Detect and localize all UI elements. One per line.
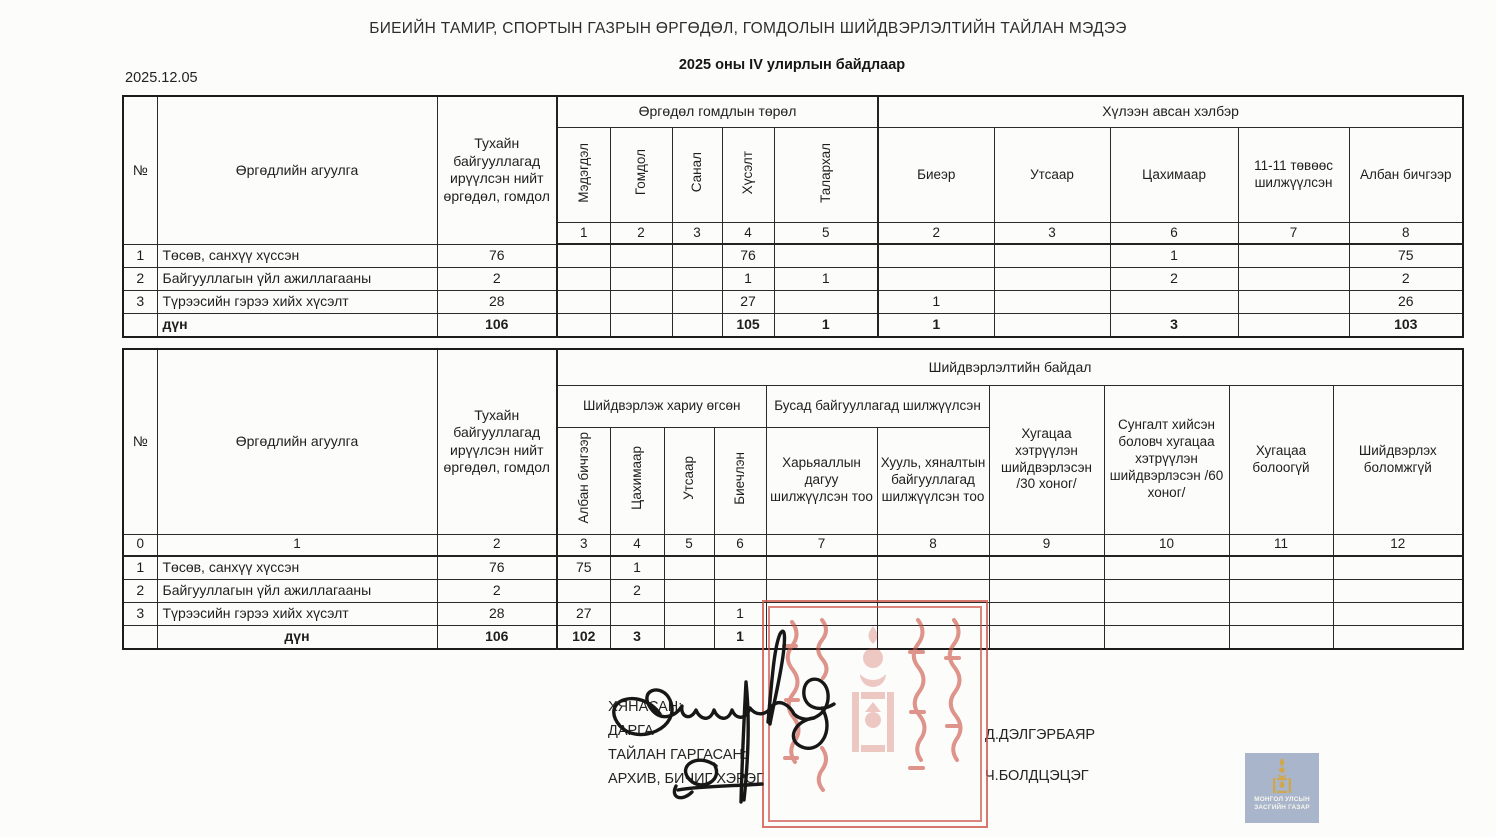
table-cell: 75 bbox=[1349, 244, 1463, 268]
col-number: 3 bbox=[672, 223, 722, 245]
column-number-row bbox=[123, 534, 1463, 556]
prepared-label: ТАЙЛАН ГАРГАСАН: bbox=[608, 747, 747, 763]
col-header-alban-bichgeer: Албан бичгээр bbox=[1349, 128, 1463, 223]
col-header-overdue-30: Хугацаа хэтрүүлэн шийдвэрлэсэн /30 хоног/ bbox=[989, 385, 1104, 534]
table-cell bbox=[1110, 291, 1238, 314]
table-cell: 1 bbox=[123, 556, 157, 580]
col-number: 0 bbox=[123, 534, 157, 556]
col-header-no: № bbox=[123, 96, 157, 244]
table-cell bbox=[1104, 579, 1229, 602]
table-cell bbox=[1333, 579, 1463, 602]
col-header-11-11: 11-11 төвөөс шилжүүлсэн bbox=[1238, 128, 1349, 223]
col-header-not-due: Хугацаа болоогүй bbox=[1229, 385, 1333, 534]
table-cell: Төсөв, санхүү хүссэн bbox=[157, 244, 437, 268]
reviewer-name: Д.ДЭЛГЭРБАЯР bbox=[985, 727, 1096, 743]
col-number: 7 bbox=[1238, 223, 1349, 245]
table-cell bbox=[664, 556, 714, 580]
table-cell: 103 bbox=[1349, 314, 1463, 338]
table-cell bbox=[557, 291, 610, 314]
logo-caption bbox=[1254, 796, 1310, 811]
report-date: 2025.12.05 bbox=[125, 70, 198, 86]
group-header-transferred: Бусад байгууллагад шилжүүлсэн bbox=[766, 385, 989, 427]
table-cell bbox=[994, 244, 1110, 268]
table-cell: 1 bbox=[610, 556, 664, 580]
table-cell: 27 bbox=[722, 291, 774, 314]
stamp-soyombo-icon bbox=[852, 626, 894, 752]
table-cell bbox=[672, 244, 722, 268]
table-cell: 26 bbox=[1349, 291, 1463, 314]
stamp-inner-border bbox=[768, 606, 982, 822]
vertical-label: Гомдол bbox=[633, 149, 649, 196]
table-cell: 3 bbox=[1110, 314, 1238, 338]
col-number: 6 bbox=[1110, 223, 1238, 245]
table-cell bbox=[994, 314, 1110, 338]
vertical-label: Цахимаар bbox=[629, 446, 645, 510]
logo-caption-line2: ЗАСГИЙН ГАЗАР bbox=[1254, 803, 1310, 811]
government-logo bbox=[1245, 753, 1319, 823]
col-header-total: Тухайн байгууллагад ирүүлсэн нийт өргөдөл, гомдол bbox=[437, 349, 557, 534]
col-header-biechlen bbox=[714, 427, 766, 534]
table-cell: 1 bbox=[722, 268, 774, 291]
table-cell: 3 bbox=[610, 625, 664, 649]
table-cell bbox=[1229, 602, 1333, 625]
table-cell: 28 bbox=[437, 291, 557, 314]
table-cell bbox=[1333, 556, 1463, 580]
table-row bbox=[123, 244, 1463, 268]
vertical-label: Албан бичгээр bbox=[576, 432, 591, 524]
table-cell: 1 bbox=[714, 602, 766, 625]
col-number: 3 bbox=[557, 534, 610, 556]
table-cell bbox=[989, 579, 1104, 602]
col-header-talarkhal bbox=[774, 128, 878, 223]
table-cell bbox=[1333, 602, 1463, 625]
table-cell: 3 bbox=[123, 291, 157, 314]
table-cell bbox=[989, 602, 1104, 625]
col-header-utsaar bbox=[664, 427, 714, 534]
table-cell bbox=[766, 556, 877, 580]
table-cell bbox=[123, 314, 157, 338]
table-cell bbox=[994, 291, 1110, 314]
total-row bbox=[123, 314, 1463, 338]
col-header-sanal bbox=[672, 128, 722, 223]
table-cell bbox=[610, 244, 672, 268]
table-cell bbox=[1104, 556, 1229, 580]
col-number: 5 bbox=[664, 534, 714, 556]
col-header-legal-transfer: Хууль, хяналтын байгууллагад шилжүүлсэн тоо bbox=[877, 427, 989, 534]
page-title: БИЕИЙН ТАМИР, СПОРТЫН ГАЗРЫН ӨРГӨДӨЛ, ГОМДОЛЫН ШИЙДВЭРЛЭЛТИЙН ТАЙЛАН МЭДЭЭ bbox=[369, 20, 1127, 37]
table-cell: 2 bbox=[1349, 268, 1463, 291]
col-header-jurisdiction-transfer: Харьяаллын дагуу шилжүүлсэн тоо bbox=[766, 427, 877, 534]
table-cell bbox=[1238, 291, 1349, 314]
table-cell bbox=[766, 579, 877, 602]
table-cell bbox=[989, 556, 1104, 580]
table-cell bbox=[714, 579, 766, 602]
col-header-total: Тухайн байгууллагад ирүүлсэн нийт өргөдөл, гомдол bbox=[437, 96, 557, 244]
table-cell: 2 bbox=[123, 268, 157, 291]
col-header-khuselt bbox=[722, 128, 774, 223]
col-number: 5 bbox=[774, 223, 878, 245]
table-cell: 2 bbox=[437, 268, 557, 291]
table-cell: 76 bbox=[437, 244, 557, 268]
table-cell bbox=[877, 556, 989, 580]
col-number: 4 bbox=[610, 534, 664, 556]
group-header-forms: Хүлээн авсан хэлбэр bbox=[878, 96, 1463, 128]
soyombo-icon bbox=[1269, 757, 1295, 795]
table-cell bbox=[610, 268, 672, 291]
vertical-label: Биечлэн bbox=[732, 451, 748, 505]
table-cell: 76 bbox=[722, 244, 774, 268]
table-cell: 75 bbox=[557, 556, 610, 580]
table-cell bbox=[672, 291, 722, 314]
col-number: 1 bbox=[157, 534, 437, 556]
group-header-answered: Шийдвэрлэж хариу өгсөн bbox=[557, 385, 766, 427]
table-cell bbox=[878, 268, 994, 291]
table-cell bbox=[714, 556, 766, 580]
col-number: 1 bbox=[557, 223, 610, 245]
col-number: 2 bbox=[610, 223, 672, 245]
table-cell: 1 bbox=[1110, 244, 1238, 268]
table-row bbox=[123, 291, 1463, 314]
table-cell bbox=[610, 602, 664, 625]
reviewer-title: ДАРГА bbox=[608, 723, 654, 739]
table-cell bbox=[1104, 602, 1229, 625]
col-header-utsaar: Утсаар bbox=[994, 128, 1110, 223]
table-cell: дүн bbox=[157, 625, 437, 649]
col-header-tsakhimaar: Цахимаар bbox=[1110, 128, 1238, 223]
col-number: 4 bbox=[722, 223, 774, 245]
table-cell bbox=[1229, 579, 1333, 602]
col-header-no: № bbox=[123, 349, 157, 534]
vertical-label: Талархал bbox=[818, 142, 833, 203]
col-number: 11 bbox=[1229, 534, 1333, 556]
table-cell bbox=[664, 625, 714, 649]
page-subtitle: 2025 оны IV улирлын байдлаар bbox=[678, 57, 906, 73]
official-stamp-seal bbox=[762, 600, 988, 828]
table-cell bbox=[989, 625, 1104, 649]
table-cell: 1 bbox=[714, 625, 766, 649]
vertical-label: Хүсэлт bbox=[740, 150, 756, 195]
col-header-medegdel bbox=[557, 128, 610, 223]
col-header-content: Өргөдлийн агуулга bbox=[157, 96, 437, 244]
col-number: 10 bbox=[1104, 534, 1229, 556]
table-cell: 76 bbox=[437, 556, 557, 580]
col-header-bieer: Биеэр bbox=[878, 128, 994, 223]
table-cell bbox=[672, 268, 722, 291]
table-cell: 2 bbox=[1110, 268, 1238, 291]
table-cell: 1 bbox=[774, 268, 878, 291]
table-cell bbox=[557, 579, 610, 602]
table-cell: 1 bbox=[878, 314, 994, 338]
col-number: 6 bbox=[714, 534, 766, 556]
table-cell bbox=[774, 244, 878, 268]
preparer-name: Ч.БОЛДЦЭЦЭГ bbox=[985, 768, 1089, 784]
col-number: 3 bbox=[994, 223, 1110, 245]
table-cell bbox=[1238, 314, 1349, 338]
table-cell bbox=[123, 625, 157, 649]
table-cell bbox=[994, 268, 1110, 291]
table-cell bbox=[672, 314, 722, 338]
table-cell: 3 bbox=[123, 602, 157, 625]
table-cell: 2 bbox=[437, 579, 557, 602]
table-cell bbox=[1229, 556, 1333, 580]
col-header-tsakhimaar bbox=[610, 427, 664, 534]
table-cell: Байгууллагын үйл ажиллагааны bbox=[157, 579, 437, 602]
table-cell bbox=[878, 244, 994, 268]
complaint-types-table bbox=[122, 95, 1464, 338]
col-number: 9 bbox=[989, 534, 1104, 556]
table-cell: Байгууллагын үйл ажиллагааны bbox=[157, 268, 437, 291]
table-cell: 102 bbox=[557, 625, 610, 649]
table-cell: 2 bbox=[123, 579, 157, 602]
col-header-alban-bichgeer bbox=[557, 427, 610, 534]
stamp-script-art bbox=[770, 608, 980, 818]
table-cell: 1 bbox=[123, 244, 157, 268]
col-number: 2 bbox=[878, 223, 994, 245]
col-number: 8 bbox=[1349, 223, 1463, 245]
table-row bbox=[123, 268, 1463, 291]
col-header-gomdol bbox=[610, 128, 672, 223]
table-cell bbox=[610, 314, 672, 338]
table-cell: 105 bbox=[722, 314, 774, 338]
col-header-content: Өргөдлийн агуулга bbox=[157, 349, 437, 534]
table-cell: Түрээсийн гэрээ хийх хүсэлт bbox=[157, 602, 437, 625]
table-cell bbox=[610, 291, 672, 314]
table-cell: 1 bbox=[774, 314, 878, 338]
table-cell bbox=[557, 268, 610, 291]
table-row bbox=[123, 556, 1463, 580]
reviewed-label: ХЯНАСАН: bbox=[608, 699, 683, 715]
col-number: 8 bbox=[877, 534, 989, 556]
col-number: 2 bbox=[437, 534, 557, 556]
table-cell bbox=[1229, 625, 1333, 649]
table-cell bbox=[1238, 244, 1349, 268]
vertical-label: Санал bbox=[689, 152, 705, 193]
table-cell: Төсөв, санхүү хүссэн bbox=[157, 556, 437, 580]
table-cell: 2 bbox=[610, 579, 664, 602]
vertical-label: Утсаар bbox=[681, 456, 697, 500]
table-cell bbox=[557, 314, 610, 338]
table-cell: 27 bbox=[557, 602, 610, 625]
table-cell: Түрээсийн гэрээ хийх хүсэлт bbox=[157, 291, 437, 314]
group-header-types: Өргөдөл гомдлын төрөл bbox=[557, 96, 878, 128]
logo-caption-line1: МОНГОЛ УЛСЫН bbox=[1254, 796, 1310, 803]
col-number: 12 bbox=[1333, 534, 1463, 556]
table-cell bbox=[664, 579, 714, 602]
table-cell: дүн bbox=[157, 314, 437, 338]
table-cell bbox=[1333, 625, 1463, 649]
table-cell bbox=[774, 291, 878, 314]
table-cell bbox=[1104, 625, 1229, 649]
table-cell bbox=[557, 244, 610, 268]
preparer-title: АРХИВ, БИЧИГ ХЭРЭГ bbox=[608, 771, 764, 787]
table-cell: 106 bbox=[437, 625, 557, 649]
vertical-label: Мэдэгдэл bbox=[576, 142, 591, 203]
table-cell: 106 bbox=[437, 314, 557, 338]
group-header-resolution: Шийдвэрлэлтийн байдал bbox=[557, 349, 1463, 385]
table-cell bbox=[664, 602, 714, 625]
col-number: 7 bbox=[766, 534, 877, 556]
table-cell: 28 bbox=[437, 602, 557, 625]
table-row bbox=[123, 579, 1463, 602]
table-cell: 1 bbox=[878, 291, 994, 314]
col-header-unresolvable: Шийдвэрлэх боломжгүй bbox=[1333, 385, 1463, 534]
table-cell bbox=[877, 579, 989, 602]
col-header-overdue-60: Сунгалт хийсэн боловч хугацаа хэтрүүлэн шийдвэрлэсэн /60 хоног/ bbox=[1104, 385, 1229, 534]
table-cell bbox=[1238, 268, 1349, 291]
